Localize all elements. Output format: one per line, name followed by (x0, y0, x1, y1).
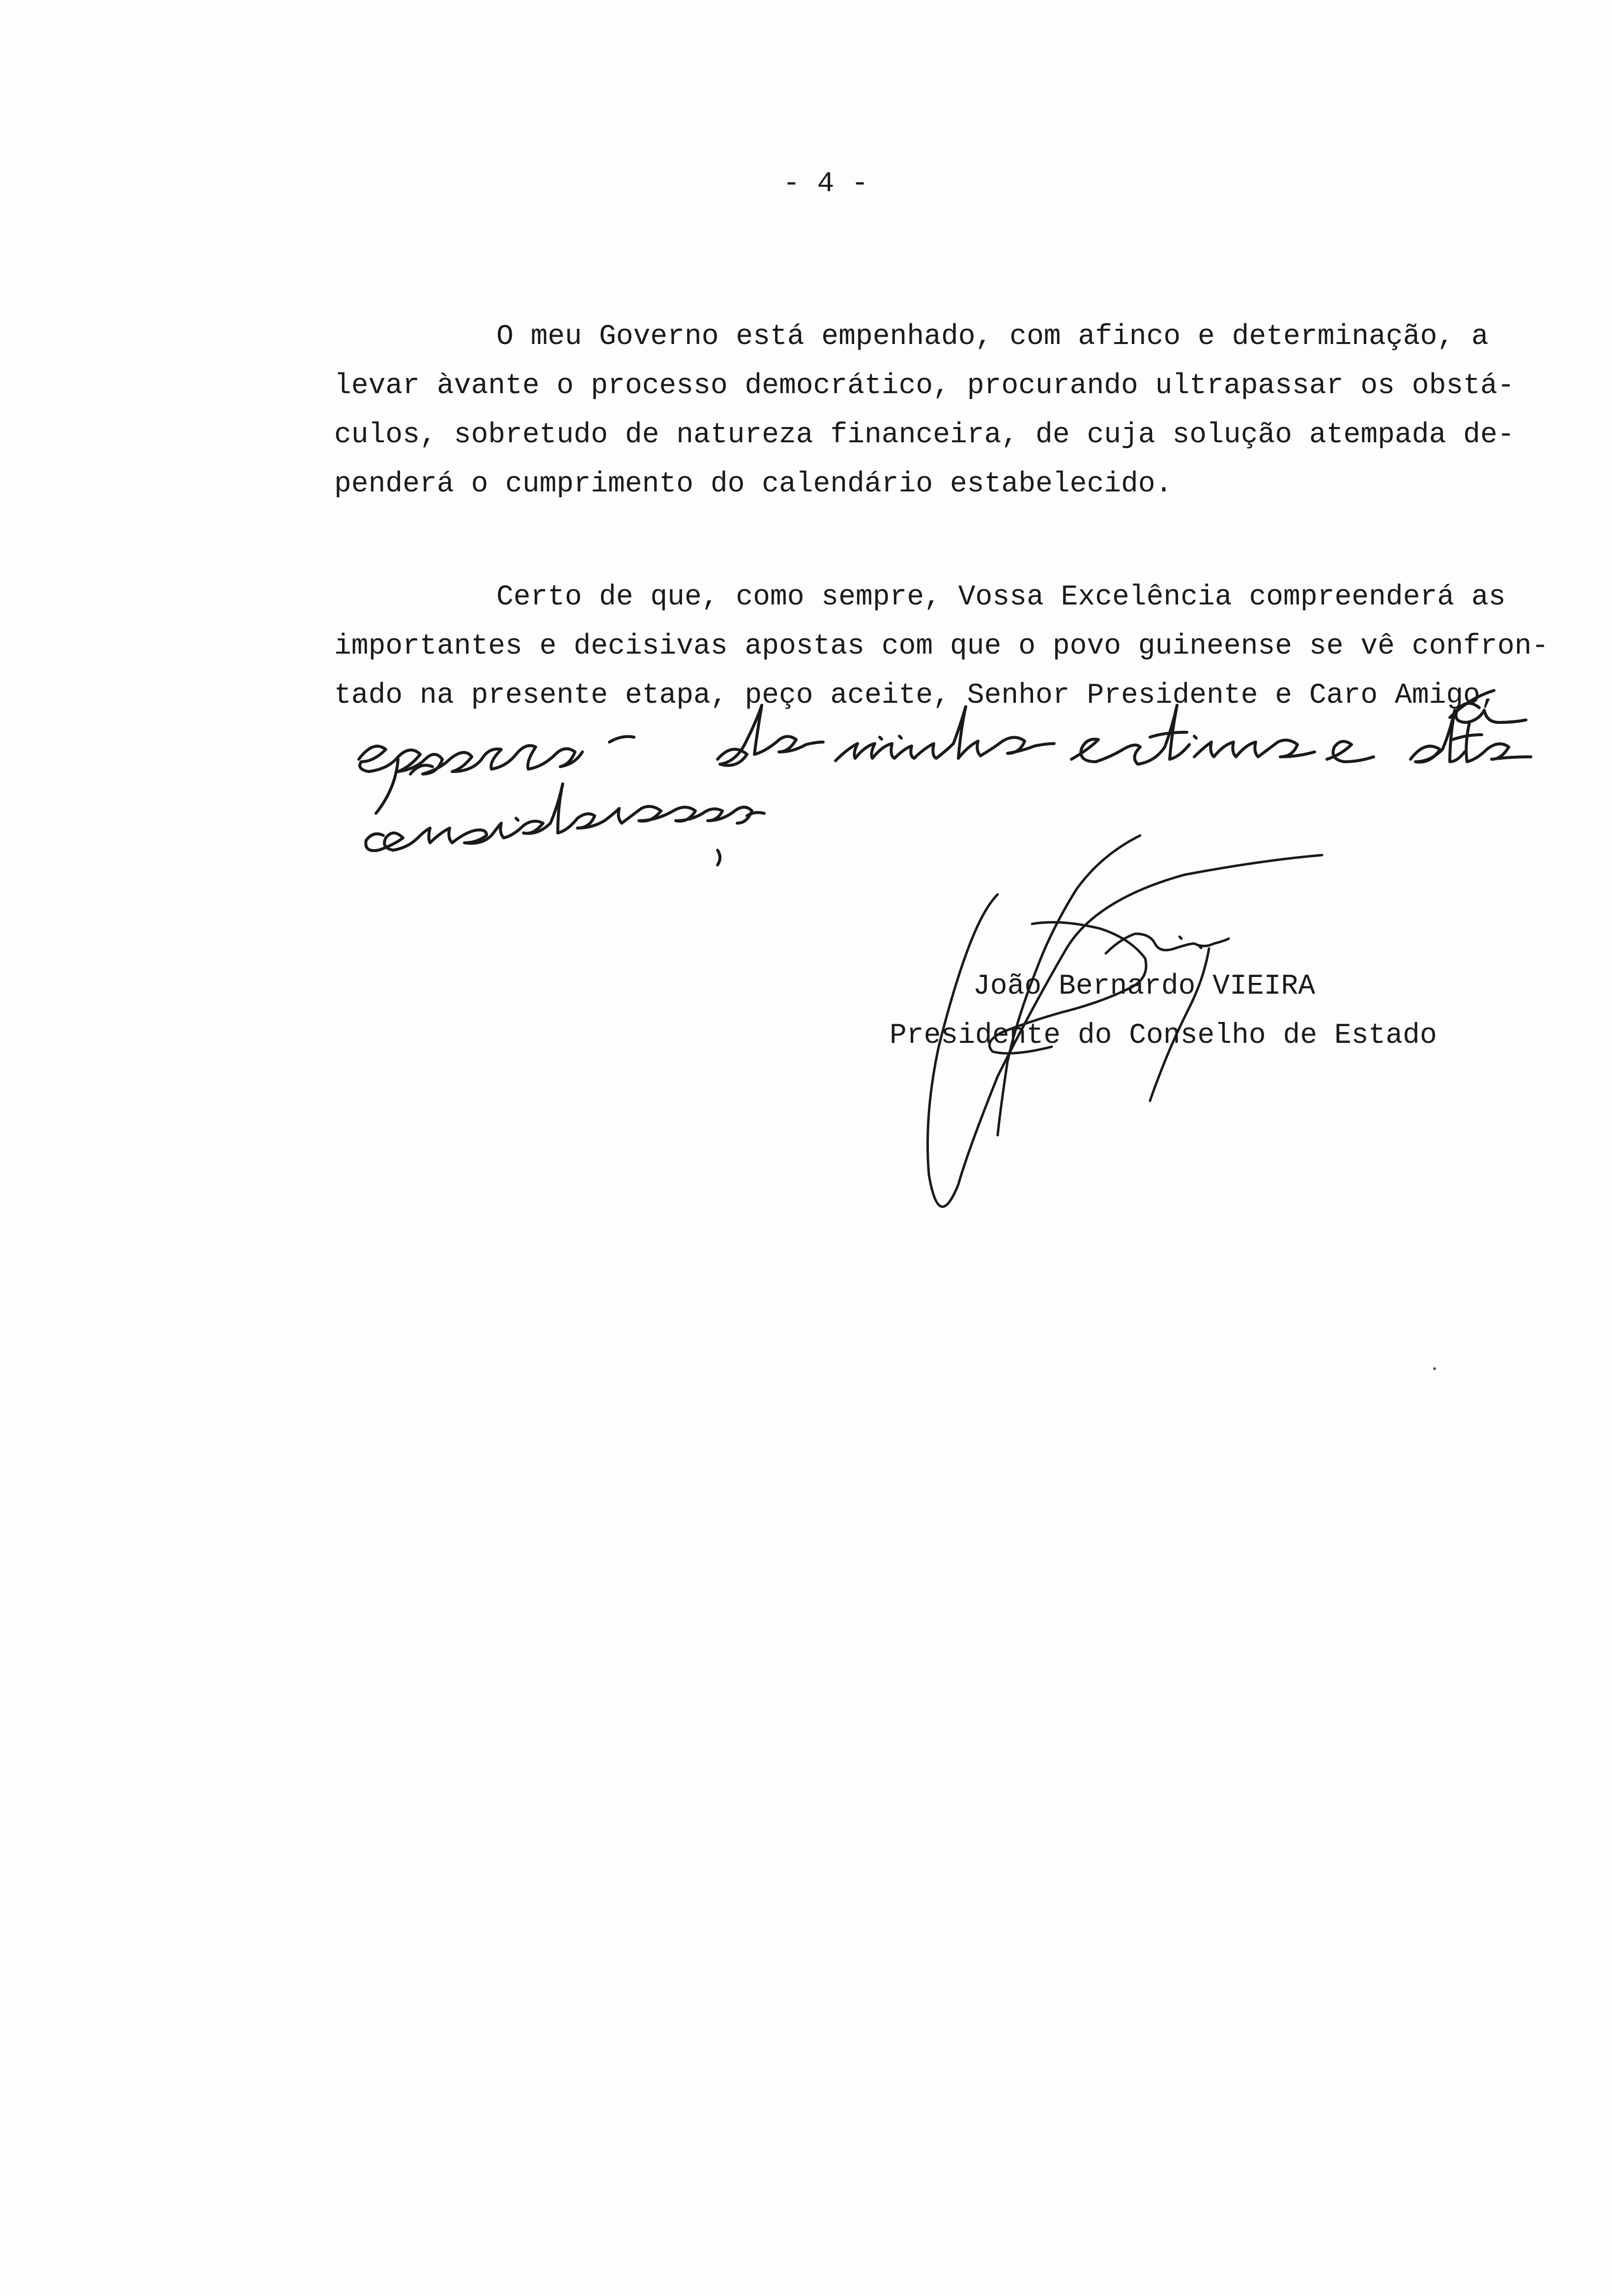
scan-speck (1433, 1367, 1436, 1370)
paragraph-1 (334, 313, 1515, 509)
paragraph-line: Certo de que, como sempre, Vossa Excelência compreenderá as (496, 581, 1506, 613)
signature-block (890, 962, 1479, 1061)
paragraph-line: O meu Governo está empenhado, com afinco e determinação, a (496, 321, 1489, 353)
paragraph-line: importantes e decisivas apostas com que o povo guineense se vê confron- (334, 631, 1549, 662)
signatory-name: João Bernardo VIEIRA (973, 971, 1316, 1003)
page-number: - 4 - (782, 168, 869, 200)
paragraph-line: tado na presente etapa, peço aceite, Senhor Presidente e Caro Amigo, (334, 680, 1497, 712)
signatory-title: Presidente do Conselho de Estado (890, 1020, 1437, 1052)
paragraph-line: penderá o cumprimento do calendário estabelecido. (334, 468, 1173, 500)
paragraph-line: levar àvante o processo democrático, procurando ultrapassar os obstá- (334, 370, 1515, 402)
paragraph-2 (334, 573, 1549, 720)
paragraph-line: culos, sobretudo de natureza financeira, de cuja solução atempada de- (334, 419, 1515, 451)
